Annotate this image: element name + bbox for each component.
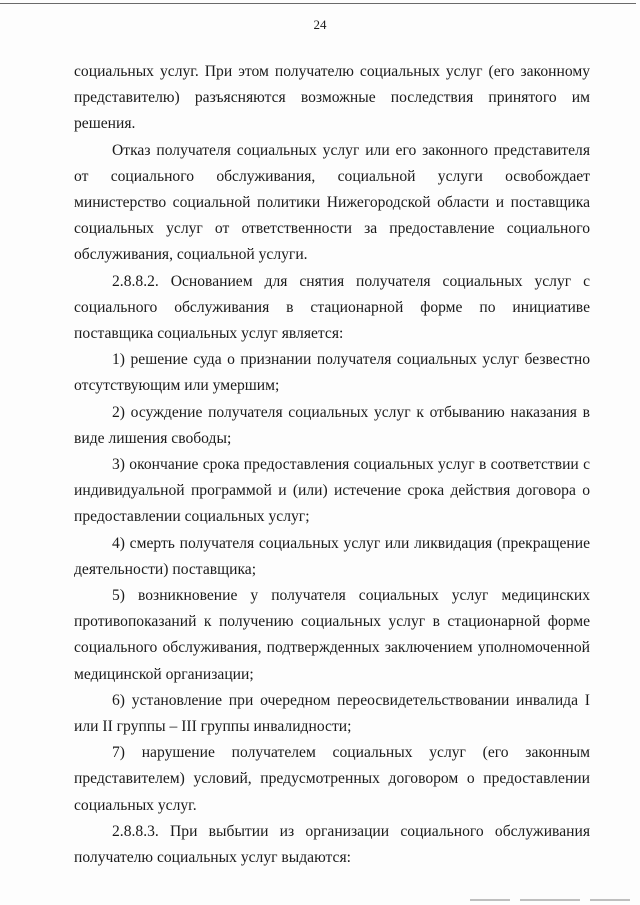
list-item-2: 2) осуждение получателя социальных услуг к отбыванию наказания в виде лишения свободы; — [74, 403, 590, 447]
paragraph-2-8-8-2: 2.8.8.2. Основанием для снятия получателя социальных услуг с социального обслуживания в стационарной форме по инициативе поставщика социальных услуг является: — [74, 272, 590, 343]
scan-artifact — [590, 899, 630, 901]
scan-artifact — [470, 899, 510, 901]
list-item-5: 5) возникновение у получателя социальных услуг медицинских противопоказаний к получению социальных услуг в стационарной форме социального обслуживания, подтвержденных заключением уполномоченной медицинской организации; — [74, 587, 590, 683]
list-item-3: 3) окончание срока предоставления социальных услуг в соответствии с индивидуальной программой и (или) истечение срока действия договора о предоставлении социальных услуг; — [74, 456, 590, 526]
scan-artifact — [520, 899, 580, 901]
page-number: 24 — [313, 17, 327, 32]
list-item-4: 4) смерть получателя социальных услуг или ликвидация (прекращение деятельности) поставщика; — [74, 534, 590, 578]
list-item-7: 7) нарушение получателем социальных услуг (его законным представителем) условий, предусмотренных договором о предоставлении социальных услуг. — [74, 744, 590, 814]
page-body — [74, 59, 590, 871]
list-item-1: 1) решение суда о признании получателя социальных услуг безвестно отсутствующим или умершим; — [74, 351, 590, 395]
paragraph-2-8-8-3: 2.8.8.3. При выбытии из организации социального обслуживания получателю социальных услуг выдаются: — [74, 822, 590, 867]
paragraph-refusal: Отказ получателя социальных услуг или его законного представителя от социального обслуживания, социальной услуги освобождает министерство социальной политики Нижегородской области и поставщика социальных услуг от ответственности за предоставление социального обслуживания, социальной услуги. — [74, 141, 590, 264]
paragraph-continuation: социальных услуг. При этом получателю социальных услуг (его законному представителю) разъясняются возможные последствия принятого им решения. — [74, 63, 590, 133]
top-border-line — [0, 3, 636, 4]
list-item-6: 6) установление при очередном переосвидетельствовании инвалида I или II группы – III группы инвалидности; — [74, 691, 590, 736]
